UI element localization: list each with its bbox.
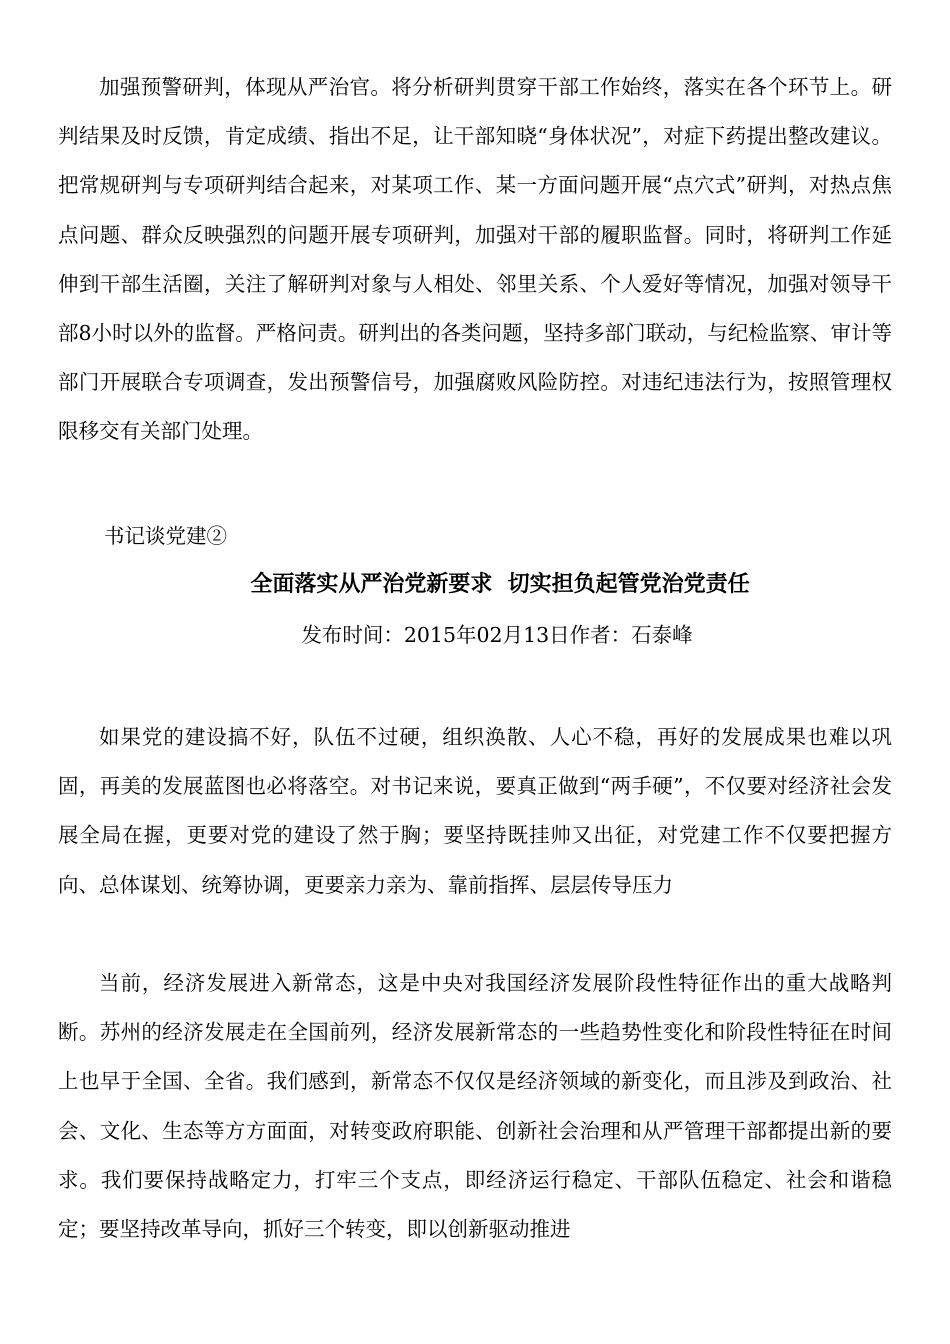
- section-label: 书记谈党建②: [104, 524, 227, 548]
- intro-paragraph: 加强预警研判，体现从严治官。将分析研判贯穿干部工作始终，落实在各个环节上。研判结果及时反馈，肯定成绩、指出不足，让干部知晓“身体状况”，对症下药提出整改建议。把常规研判与专项研判结合起来，对某项工作、某一方面问题开展“点穴式”研判，对热点焦点问题、群众反映强烈的问题开展专项研判，加强对干部的履职监督。同时，将研判工作延伸到干部生活圈，关注了解研判对象与人相处、邻里关系、个人爱好等情况，加强对领导干部8小时以外的监督。严格问责。研判出的各类问题，坚持多部门联动，与纪检监察、审计等部门开展联合专项调查，发出预警信号，加强腐败风险防控。对违纪违法行为，按照管理权限移交有关部门处理。: [58, 75, 892, 444]
- body-paragraph: 当前，经济发展进入新常态，这是中央对我国经济发展阶段性特征作出的重大战略判断。苏州的经济发展走在全国前列，经济发展新常态的一些趋势性变化和阶段性特征在时间上也早于全国、全省。我们感到，新常态不仅仅是经济领域的新变化，而且涉及到政治、社会、文化、生态等方方面面，对转变政府职能、创新社会治理和从严管理干部都提出新的要求。我们要保持战略定力，打牢三个支点，即经济运行稳定、干部队伍稳定、社会和谐稳定；要坚持改革导向，抓好三个转变，即以创新驱动推进: [58, 971, 892, 1242]
- body-paragraph: 如果党的建设搞不好，队伍不过硬，组织涣散、人心不稳，再好的发展成果也难以巩固，再美的发展蓝图也必将落空。对书记来说，要真正做到“两手硬”，不仅要对经济社会发展全局在握，更要对党的建设了然于胸；要坚持既挂帅又出征，对党建工作不仅要把握方向、总体谋划、统筹协调，更要亲力亲为、靠前指挥、层层传导压力: [58, 725, 892, 897]
- article-byline: 发布时间：2015年02月13日作者：石泰峰: [301, 623, 693, 647]
- article-title: 全面落实从严治党新要求 切实担负起管党治党责任: [250, 572, 750, 597]
